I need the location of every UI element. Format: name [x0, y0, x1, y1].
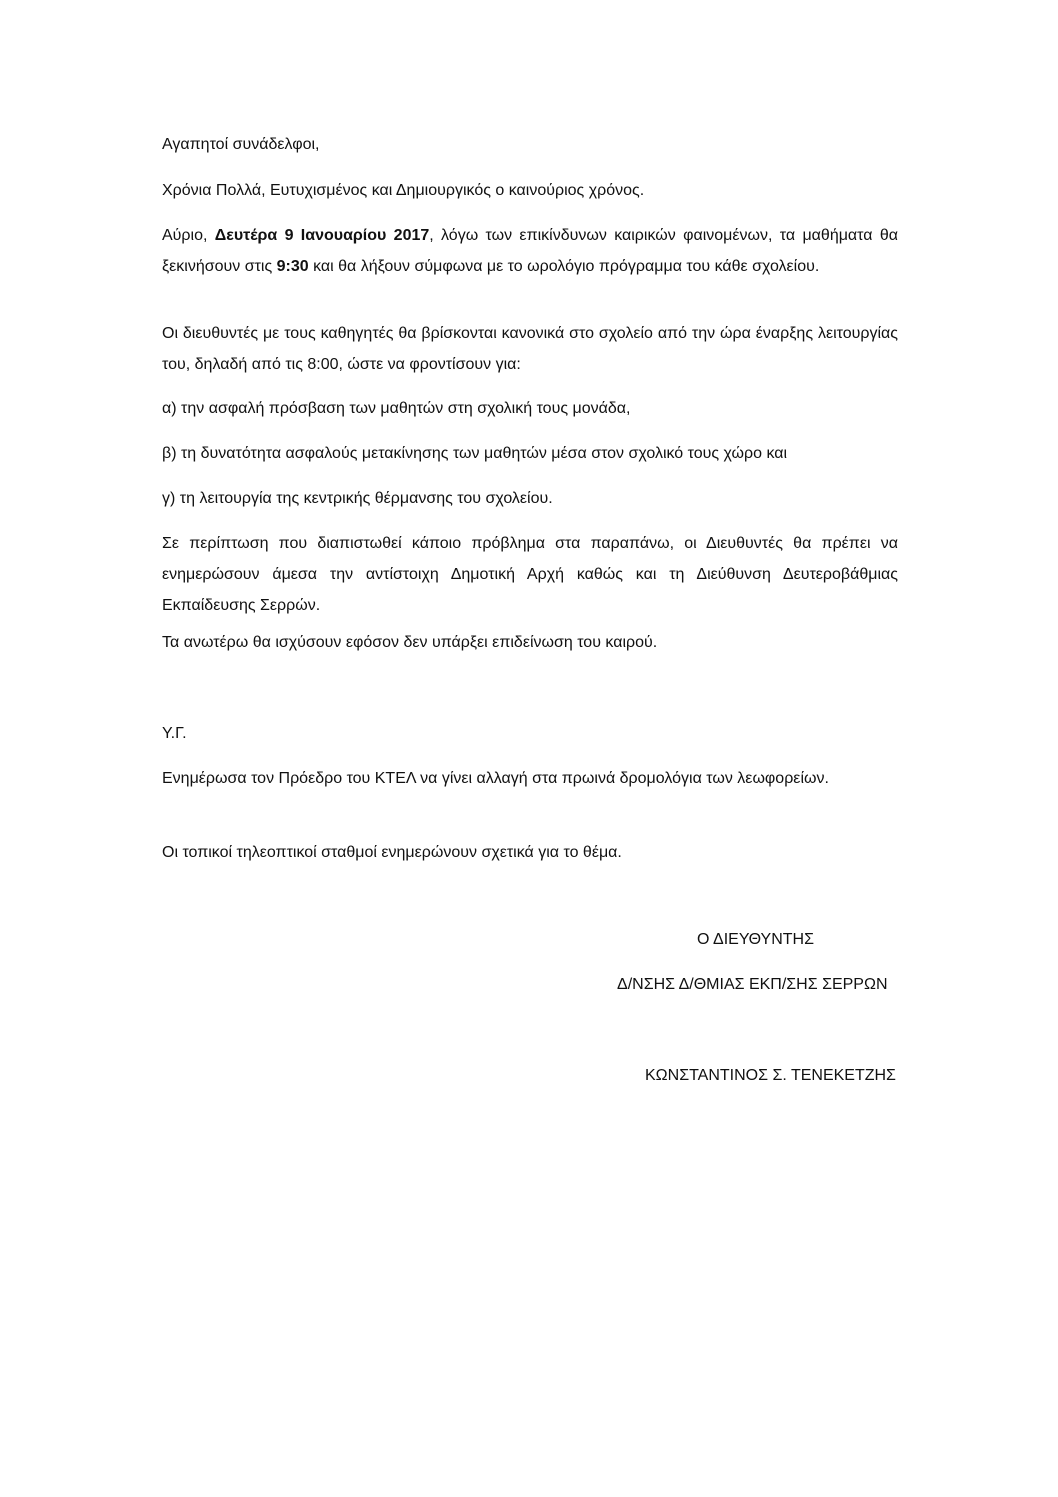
schedule-notice — [162, 220, 898, 282]
postscript-tv: Οι τοπικοί τηλεοπτικοί σταθμοί ενημερώνουν σχετικά για το θέμα. — [162, 844, 622, 861]
list-item-c: γ) τη λειτουργία της κεντρικής θέρμανσης του σχολείου. — [162, 490, 553, 507]
notice-text-3: και θα λήξουν σύμφωνα με το ωρολόγιο πρόγραμμα του κάθε σχολείου. — [308, 258, 820, 275]
signature-office: Δ/ΝΣΗΣ Δ/ΘΜΙΑΣ ΕΚΠ/ΣΗΣ ΣΕΡΡΩΝ — [617, 976, 888, 993]
new-year-wishes: Χρόνια Πολλά, Ευτυχισμένος και Δημιουργικός ο καινούριος χρόνος. — [162, 182, 645, 199]
notice-time: 9:30 — [276, 258, 309, 275]
postscript-label: Υ.Γ. — [162, 725, 187, 742]
notice-date: Δευτέρα 9 Ιανουαρίου 2017 — [214, 227, 430, 244]
notice-text-1: Αύριο, — [162, 227, 215, 244]
notice-text-2: , λόγω των επικίνδυνων καιρικών φαινομένων, τα μαθήματα θα ξεκινήσουν στις — [162, 227, 898, 275]
validity-paragraph: Τα ανωτέρω θα ισχύσουν εφόσον δεν υπάρξει επιδείνωση του καιρού. — [162, 634, 658, 651]
list-item-a: α) την ασφαλή πρόσβαση των μαθητών στη σχολική τους μονάδα, — [162, 400, 631, 417]
signature-name: ΚΩΝΣΤΑΝΤΙΝΟΣ Σ. ΤΕΝΕΚΕΤΖΗΣ — [645, 1067, 896, 1084]
list-item-b: β) τη δυνατότητα ασφαλούς μετακίνησης των μαθητών μέσα στον σχολικό τους χώρο και — [162, 445, 788, 462]
greeting: Αγαπητοί συνάδελφοι, — [162, 136, 320, 153]
signature-title: Ο ΔΙΕΥΘΥΝΤΗΣ — [697, 931, 814, 948]
problem-paragraph: Σε περίπτωση που διαπιστωθεί κάποιο πρόβλημα στα παραπάνω, οι Διευθυντές θα πρέπει να ενημερώσουν άμεσα την αντίστοιχη Δημοτική Αρχή καθώς και τη Διεύθυνση Δευτεροβάθμιας Εκπαίδευσης Σερρών. — [162, 535, 898, 614]
postscript-ktel: Ενημέρωσα τον Πρόεδρο του ΚΤΕΛ να γίνει αλλαγή στα πρωινά δρομολόγια των λεωφορείων. — [162, 770, 829, 787]
directors-paragraph: Οι διευθυντές με τους καθηγητές θα βρίσκονται κανονικά στο σχολείο από την ώρα έναρξης λειτουργίας του, δηλαδή από τις 8:00, ώστε να φροντίσουν για: — [162, 325, 898, 373]
